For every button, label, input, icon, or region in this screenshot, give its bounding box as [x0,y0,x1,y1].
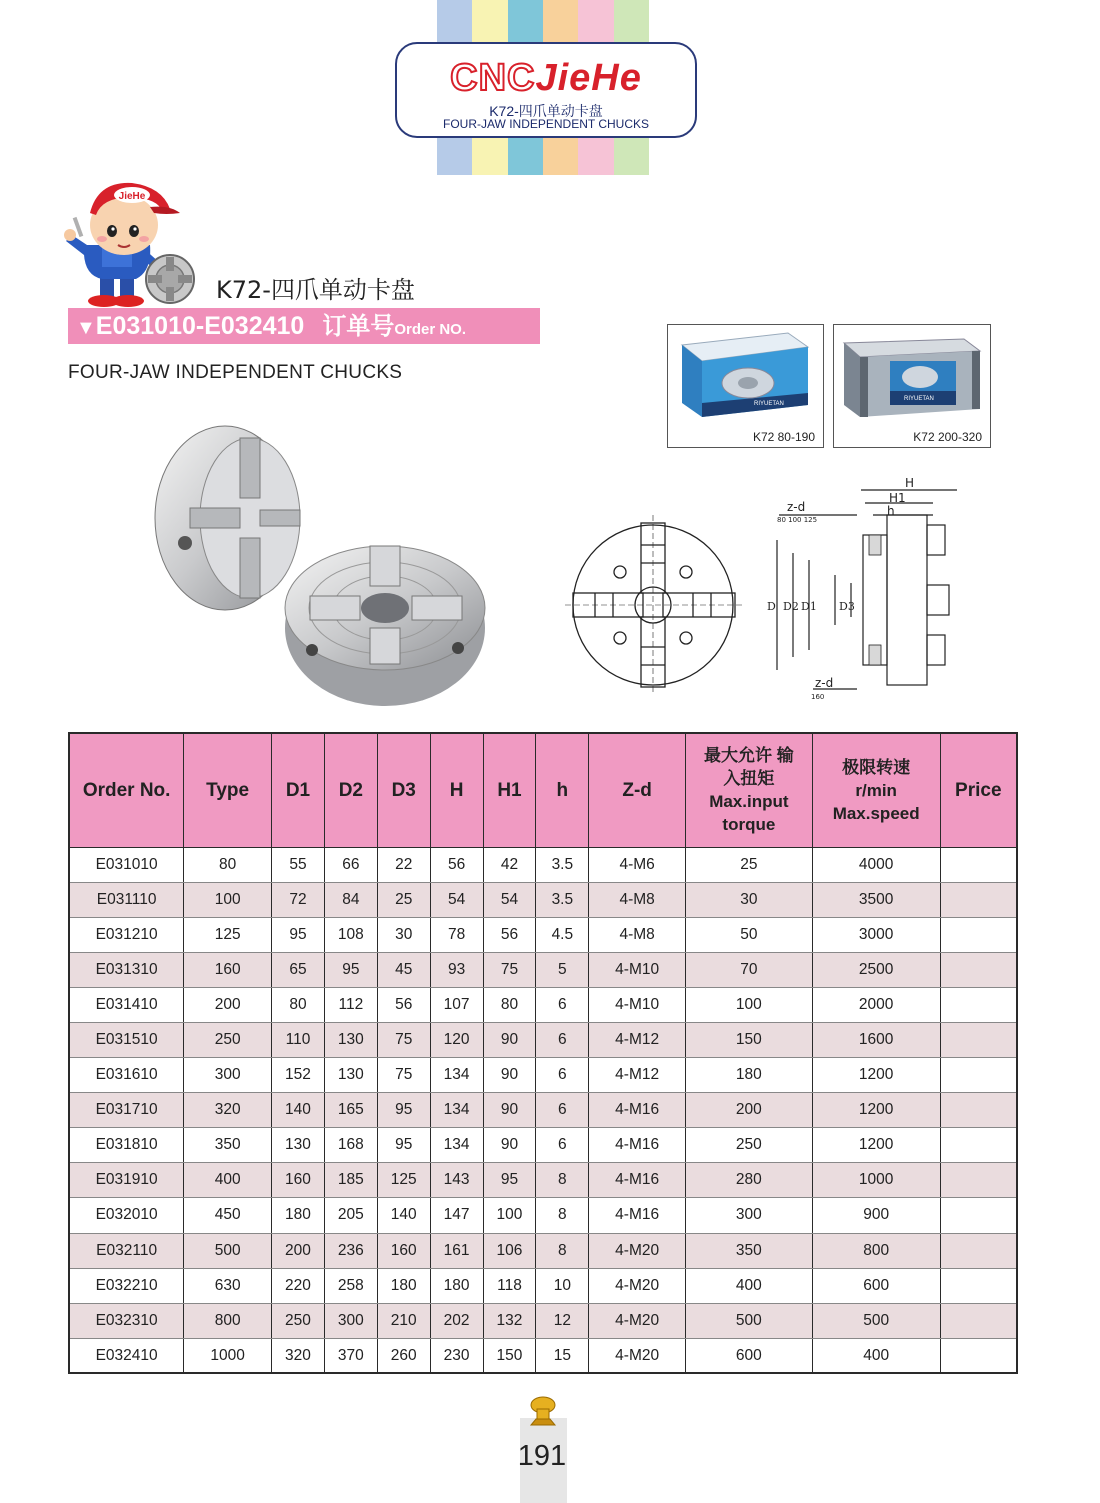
cell-d1: 152 [272,1058,325,1093]
cell-speed: 1600 [812,1022,940,1057]
cell-d2: 112 [324,987,377,1022]
cell-price [940,1233,1017,1268]
table-row [69,1198,1017,1233]
cell-zd: 4-M10 [589,952,686,987]
cell-d3: 22 [377,847,430,882]
drawing-label-D: D [767,600,776,613]
cell-torque: 500 [685,1303,812,1338]
product-title-cn: K72-四爪单动卡盘 [216,276,415,304]
cell-order-no: E031610 [69,1058,184,1093]
cell-h-big: 120 [430,1022,483,1057]
cell-d2: 300 [324,1303,377,1338]
cell-d1: 80 [272,987,325,1022]
cell-d3: 75 [377,1022,430,1057]
cell-zd: 4-M20 [589,1233,686,1268]
mascot-cap-text: JieHe [118,191,146,202]
cell-h1: 118 [483,1268,536,1303]
col-speed-unit: r/min [855,780,897,800]
cell-speed: 1200 [812,1093,940,1128]
cell-d1: 130 [272,1128,325,1163]
cell-d1: 95 [272,917,325,952]
cell-h1: 150 [483,1338,536,1373]
cell-d3: 95 [377,1128,430,1163]
cell-speed: 600 [812,1268,940,1303]
cell-order-no: E031110 [69,882,184,917]
col-torque-cn1: 最大允许 输 [703,746,794,766]
cell-price [940,1058,1017,1093]
brand-logo-box [395,42,697,138]
cell-order-no: E031910 [69,1163,184,1198]
cell-torque: 180 [685,1058,812,1093]
cell-h-big: 134 [430,1093,483,1128]
cell-order-no: E032410 [69,1338,184,1373]
table-row [69,1128,1017,1163]
table-row [69,1022,1017,1057]
cell-d2: 370 [324,1338,377,1373]
col-h-small: h [536,733,589,847]
table-row [69,1303,1017,1338]
drawing-zd-top-scale: 80 100 125 [777,516,818,524]
cell-price [940,1303,1017,1338]
cell-d1: 110 [272,1022,325,1057]
cell-type: 160 [184,952,272,987]
logo-brand: JieHe [535,57,642,99]
cell-type: 100 [184,882,272,917]
logo-subtitle-en: FOUR-JAW INDEPENDENT CHUCKS [442,117,649,131]
cell-h-small: 8 [536,1198,589,1233]
cell-d2: 130 [324,1022,377,1057]
cell-type: 200 [184,987,272,1022]
cell-d3: 95 [377,1093,430,1128]
cell-h-small: 6 [536,987,589,1022]
cell-d2: 66 [324,847,377,882]
cell-d2: 205 [324,1198,377,1233]
cell-d1: 320 [272,1338,325,1373]
chuck-product-photo [130,418,490,713]
drawing-label-D3: D3 [839,600,855,613]
cell-zd: 4-M8 [589,882,686,917]
cell-order-no: E031210 [69,917,184,952]
cell-speed: 3500 [812,882,940,917]
col-torque [685,733,812,847]
cell-h-small: 8 [536,1163,589,1198]
cell-torque: 200 [685,1093,812,1128]
order-number-banner [68,308,540,344]
cell-h-big: 202 [430,1303,483,1338]
cell-d3: 140 [377,1198,430,1233]
cell-d3: 75 [377,1058,430,1093]
cell-type: 630 [184,1268,272,1303]
cell-torque: 250 [685,1128,812,1163]
cell-zd: 4-M8 [589,917,686,952]
cell-torque: 30 [685,882,812,917]
cell-type: 800 [184,1303,272,1338]
cell-h-big: 134 [430,1058,483,1093]
cell-d3: 125 [377,1163,430,1198]
cell-speed: 500 [812,1303,940,1338]
cell-zd: 4-M6 [589,847,686,882]
cell-h-small: 8 [536,1233,589,1268]
cell-h1: 95 [483,1163,536,1198]
cell-h1: 90 [483,1022,536,1057]
cell-d3: 56 [377,987,430,1022]
cell-zd: 4-M16 [589,1198,686,1233]
page-number: 191 [517,1440,567,1472]
table-row [69,987,1017,1022]
brand-logo [397,58,695,98]
cell-price [940,1198,1017,1233]
cell-torque: 25 [685,847,812,882]
col-type: Type [184,733,272,847]
cell-order-no: E032010 [69,1198,184,1233]
drawing-zd-top: z-d [787,500,806,514]
cell-order-no: E031810 [69,1128,184,1163]
cell-price [940,1093,1017,1128]
cell-type: 320 [184,1093,272,1128]
cell-torque: 600 [685,1338,812,1373]
col-speed-en: Max.speed [832,803,920,823]
cell-type: 250 [184,1022,272,1057]
cell-d1: 160 [272,1163,325,1198]
cell-order-no: E032210 [69,1268,184,1303]
cell-order-no: E032110 [69,1233,184,1268]
drawing-label-H1: H1 [889,491,906,505]
cell-h1: 80 [483,987,536,1022]
col-torque-cn2: 入扭矩 [723,769,775,789]
cell-zd: 4-M16 [589,1128,686,1163]
cell-h1: 54 [483,882,536,917]
table-row [69,1338,1017,1373]
cell-d2: 130 [324,1058,377,1093]
cell-d2: 84 [324,882,377,917]
cell-h-small: 6 [536,1058,589,1093]
package-box-illustration [668,325,822,425]
cell-price [940,1128,1017,1163]
table-row [69,917,1017,952]
cell-type: 80 [184,847,272,882]
cell-type: 125 [184,917,272,952]
cell-price [940,987,1017,1022]
cell-zd: 4-M20 [589,1338,686,1373]
cell-h-big: 54 [430,882,483,917]
col-speed-cn: 极限转速 [842,757,911,777]
cell-price [940,847,1017,882]
col-d2: D2 [324,733,377,847]
cell-type: 300 [184,1058,272,1093]
cell-price [940,1338,1017,1373]
cell-zd: 4-M16 [589,1163,686,1198]
table-body [69,847,1017,1373]
cell-d3: 180 [377,1268,430,1303]
order-label-en: Order NO. [394,321,467,338]
cell-order-no: E031310 [69,952,184,987]
cell-h-big: 180 [430,1268,483,1303]
coin-icon [528,1395,558,1429]
cell-zd: 4-M20 [589,1303,686,1338]
package-image-large [833,324,991,448]
cell-d3: 45 [377,952,430,987]
cell-h-small: 5 [536,952,589,987]
cell-h-big: 78 [430,917,483,952]
cell-speed: 400 [812,1338,940,1373]
cell-h-big: 161 [430,1233,483,1268]
cell-price [940,952,1017,987]
cell-order-no: E031010 [69,847,184,882]
cell-h-big: 230 [430,1338,483,1373]
cell-h1: 42 [483,847,536,882]
cell-h1: 132 [483,1303,536,1338]
cell-h1: 56 [483,917,536,952]
cell-h-small: 12 [536,1303,589,1338]
cell-h-small: 4.5 [536,917,589,952]
cell-speed: 800 [812,1233,940,1268]
drawing-label-H: H [905,476,915,490]
cell-torque: 280 [685,1163,812,1198]
table-row [69,1163,1017,1198]
cell-d1: 55 [272,847,325,882]
col-order-no: Order No. [69,733,184,847]
cell-h-small: 6 [536,1128,589,1163]
cell-h-small: 10 [536,1268,589,1303]
package-caption-large: K72 200-320 [913,430,982,444]
product-subtitle-en: FOUR-JAW INDEPENDENT CHUCKS [68,362,403,383]
cell-h1: 90 [483,1058,536,1093]
cell-speed: 3000 [812,917,940,952]
cell-price [940,1022,1017,1057]
cell-speed: 1200 [812,1058,940,1093]
cell-order-no: E031510 [69,1022,184,1057]
cell-d3: 25 [377,882,430,917]
cell-zd: 4-M12 [589,1058,686,1093]
cell-speed: 1200 [812,1128,940,1163]
cell-type: 450 [184,1198,272,1233]
col-h1: H1 [483,733,536,847]
cell-speed: 1000 [812,1163,940,1198]
col-h-big: H [430,733,483,847]
cell-d2: 108 [324,917,377,952]
cell-type: 1000 [184,1338,272,1373]
order-label-cn: 订单号 [322,312,395,340]
cell-d1: 65 [272,952,325,987]
cell-zd: 4-M10 [589,987,686,1022]
cell-d3: 210 [377,1303,430,1338]
cell-d2: 95 [324,952,377,987]
cell-speed: 4000 [812,847,940,882]
mascot-illustration [62,175,202,310]
triangle-down-icon: ▼ [76,317,96,339]
cell-torque: 100 [685,987,812,1022]
cell-h-big: 56 [430,847,483,882]
cell-h-big: 147 [430,1198,483,1233]
drawing-zd-bottom: z-d [815,676,834,690]
col-torque-en1: Max.input [709,792,789,812]
package-crate-text: RIYUETAN [904,396,934,402]
cell-d3: 30 [377,917,430,952]
table-header-row [69,733,1017,847]
package-crate-illustration [834,325,990,425]
col-price: Price [940,733,1017,847]
cell-h1: 106 [483,1233,536,1268]
drawing-label-D1: D1 [801,600,817,613]
cell-order-no: E031710 [69,1093,184,1128]
cell-h1: 90 [483,1128,536,1163]
drawing-label-D2: D2 [783,600,799,613]
col-d3: D3 [377,733,430,847]
col-zd: Z-d [589,733,686,847]
package-box-text: RIYUETAN [754,401,784,407]
table-row [69,1268,1017,1303]
cell-d2: 165 [324,1093,377,1128]
cell-d2: 168 [324,1128,377,1163]
cell-torque: 350 [685,1233,812,1268]
drawing-label-h: h [887,504,895,518]
cell-speed: 2500 [812,952,940,987]
table-row [69,1093,1017,1128]
cell-speed: 900 [812,1198,940,1233]
col-speed [812,733,940,847]
package-image-small [667,324,824,448]
cell-h-small: 6 [536,1093,589,1128]
cell-order-no: E032310 [69,1303,184,1338]
cell-h-big: 143 [430,1163,483,1198]
cell-d2: 185 [324,1163,377,1198]
cell-d3: 260 [377,1338,430,1373]
cell-d1: 72 [272,882,325,917]
cell-zd: 4-M20 [589,1268,686,1303]
cell-torque: 400 [685,1268,812,1303]
cell-torque: 50 [685,917,812,952]
cell-zd: 4-M12 [589,1022,686,1057]
logo-cnc: CNC [450,57,536,99]
cell-d1: 180 [272,1198,325,1233]
cell-price [940,1268,1017,1303]
cell-h1: 75 [483,952,536,987]
cell-d1: 140 [272,1093,325,1128]
order-range: E031010-E032410 [95,312,305,340]
col-torque-en2: torque [722,815,776,835]
table-row [69,1233,1017,1268]
cell-h1: 90 [483,1093,536,1128]
cell-h-big: 134 [430,1128,483,1163]
cell-d1: 220 [272,1268,325,1303]
cell-type: 350 [184,1128,272,1163]
logo-subtitle-cn: K72-四爪单动卡盘 [489,103,603,119]
cell-d3: 160 [377,1233,430,1268]
col-d1: D1 [272,733,325,847]
cell-torque: 70 [685,952,812,987]
cell-torque: 300 [685,1198,812,1233]
table-row [69,882,1017,917]
table-row [69,847,1017,882]
cell-type: 400 [184,1163,272,1198]
cell-h-big: 107 [430,987,483,1022]
cell-type: 500 [184,1233,272,1268]
cell-d2: 236 [324,1233,377,1268]
cell-d1: 250 [272,1303,325,1338]
cell-price [940,882,1017,917]
cell-d1: 200 [272,1233,325,1268]
chuck-front-view-drawing [565,515,745,695]
table-row [69,952,1017,987]
cell-torque: 150 [685,1022,812,1057]
cell-h-small: 15 [536,1338,589,1373]
cell-order-no: E031410 [69,987,184,1022]
cell-zd: 4-M16 [589,1093,686,1128]
cell-h-big: 93 [430,952,483,987]
drawing-zd-bottom-scale: 160 [811,693,825,701]
package-caption-small: K72 80-190 [752,430,815,444]
cell-speed: 2000 [812,987,940,1022]
cell-price [940,917,1017,952]
spec-table [68,732,1018,1374]
cell-h-small: 3.5 [536,847,589,882]
cell-price [940,1163,1017,1198]
chuck-side-view-drawing [765,475,965,705]
cell-h1: 100 [483,1198,536,1233]
table-row [69,1058,1017,1093]
cell-h-small: 3.5 [536,882,589,917]
cell-h-small: 6 [536,1022,589,1057]
cell-d2: 258 [324,1268,377,1303]
